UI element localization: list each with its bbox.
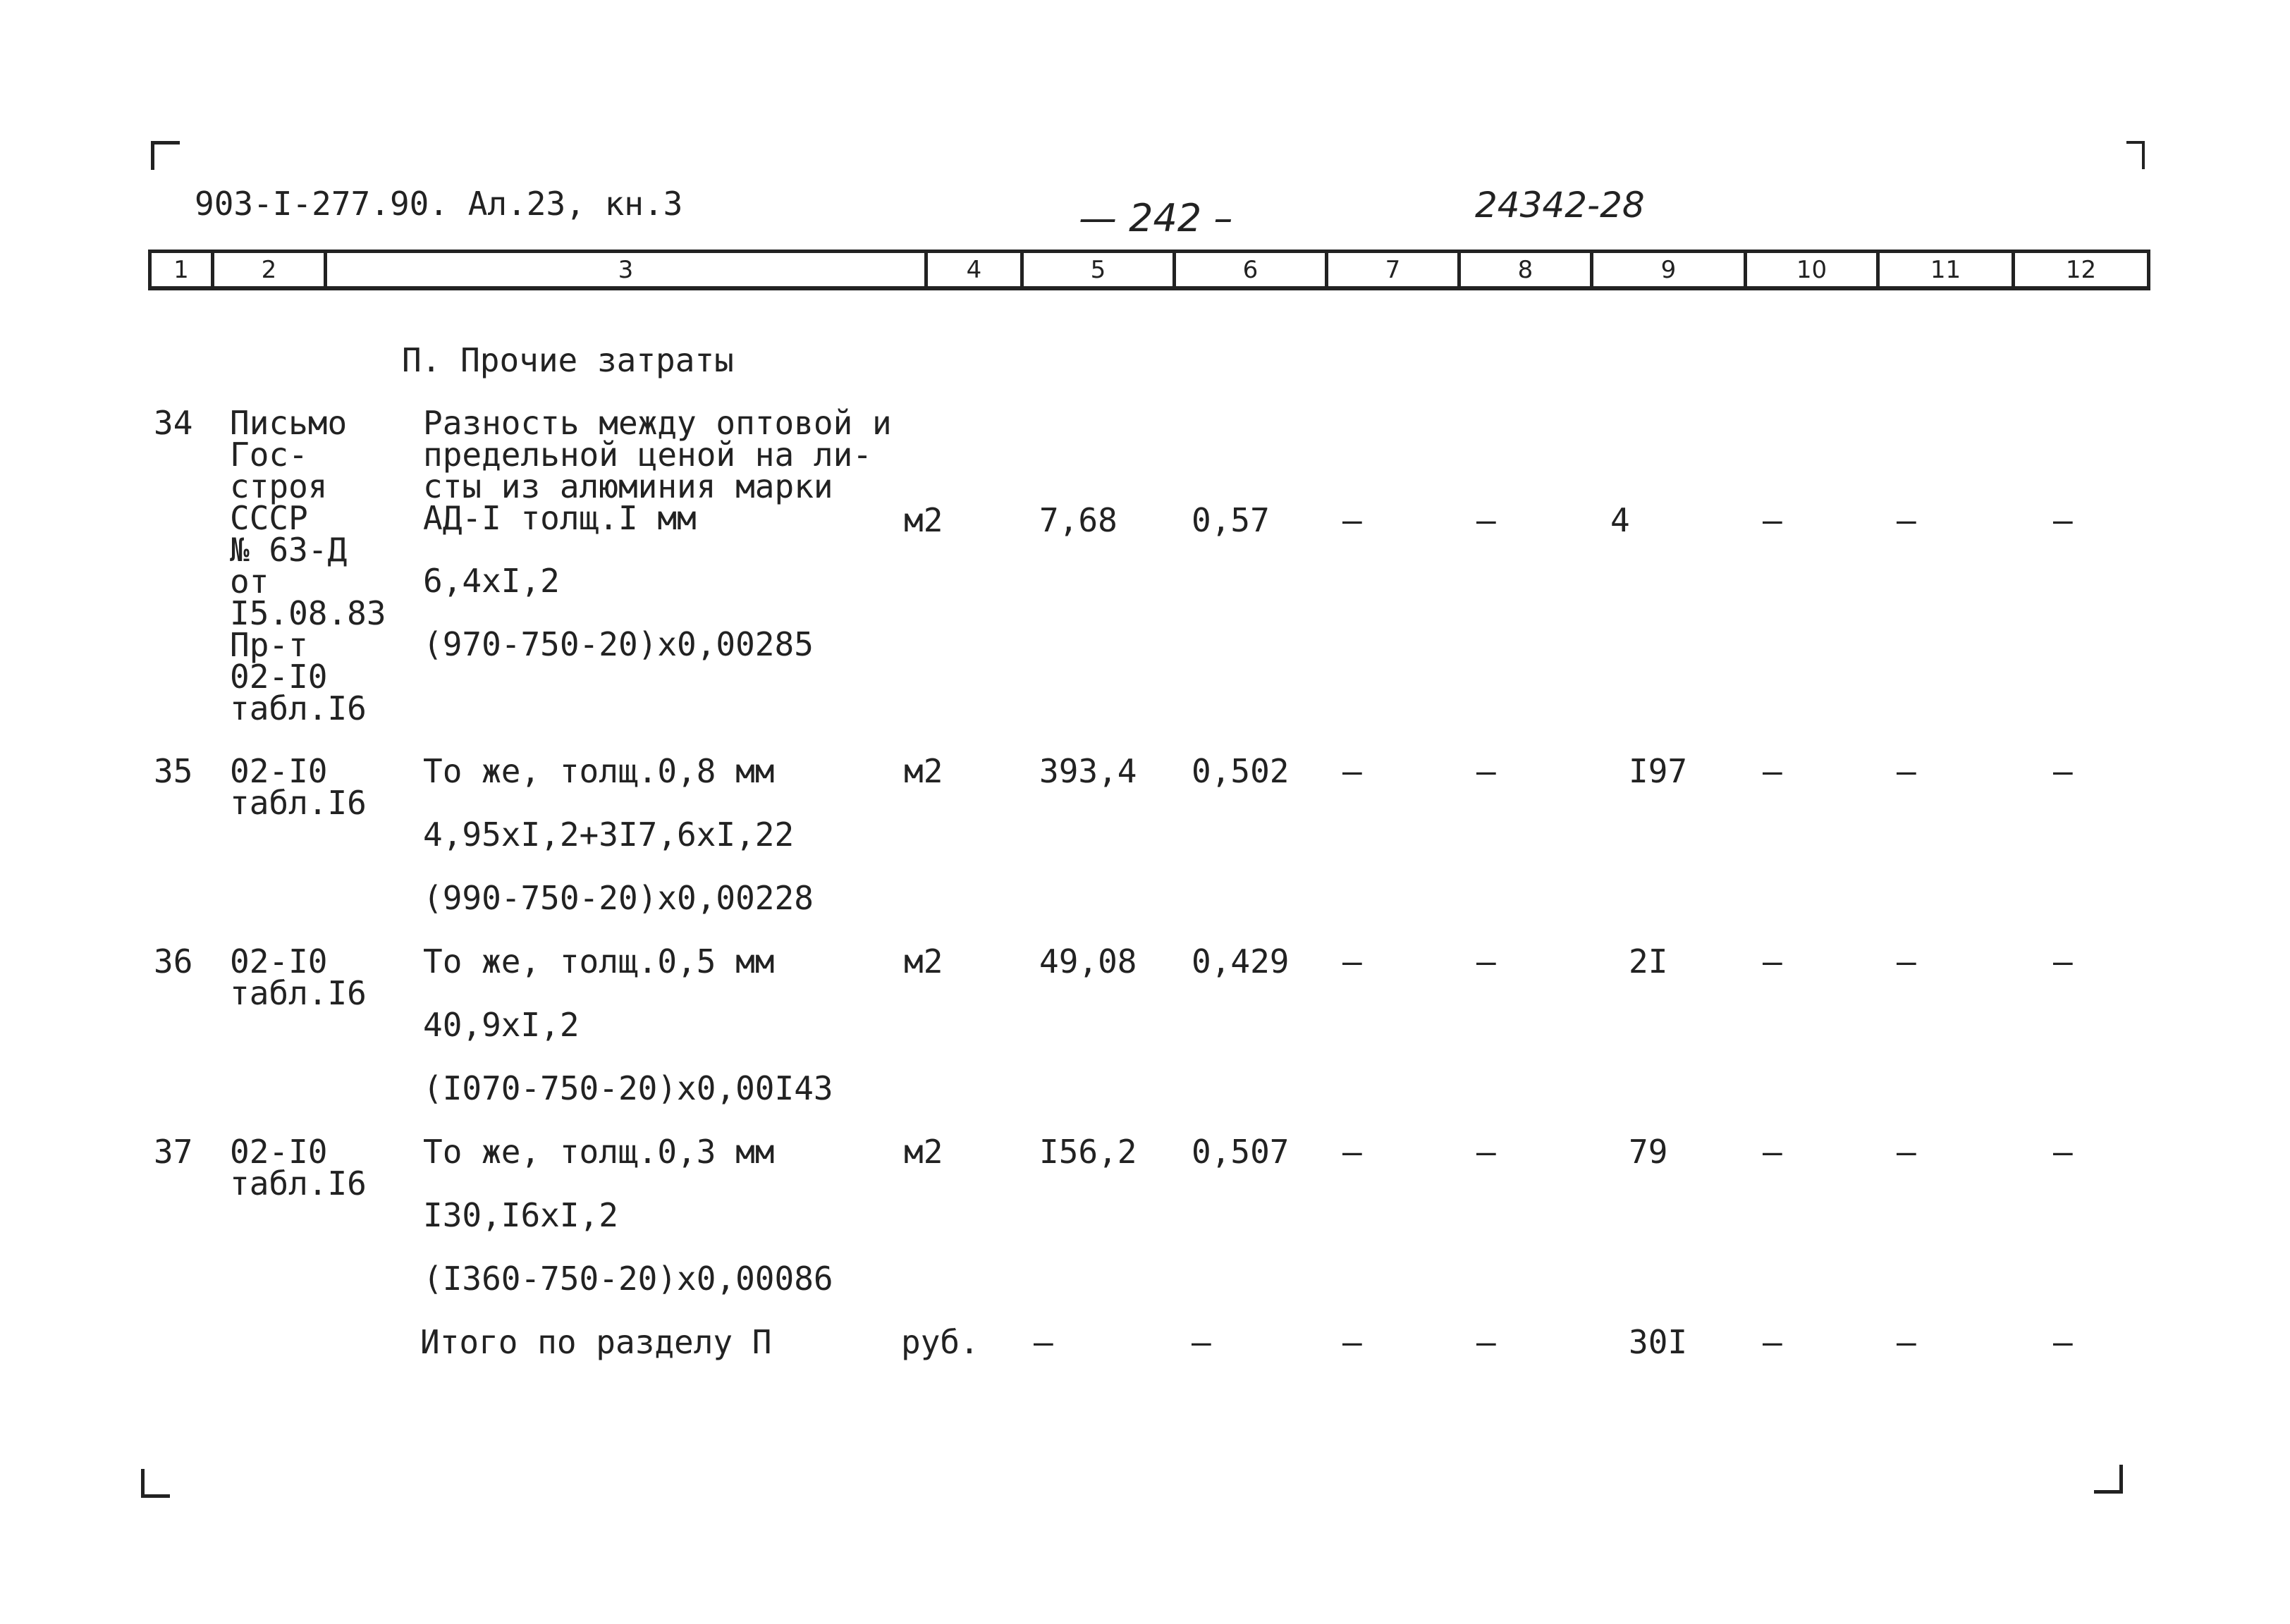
section-title: П. Прочие затраты bbox=[402, 341, 734, 379]
row-col8: – bbox=[1476, 752, 1496, 790]
row-col7: – bbox=[1342, 752, 1362, 790]
document-code: 903-I-277.90. Ал.23, кн.3 bbox=[195, 185, 683, 223]
total-col11: – bbox=[1897, 1323, 1916, 1361]
corner-mark-top-left bbox=[151, 141, 180, 170]
row-calc-price: (990-750-20)х0,00228 bbox=[423, 879, 814, 917]
total-col12: – bbox=[2053, 1323, 2073, 1361]
row-col8: – bbox=[1476, 501, 1496, 539]
column-header: 5 bbox=[1020, 253, 1172, 286]
total-label: Итого по разделу П bbox=[420, 1323, 772, 1361]
row-quantity: I56,2 bbox=[1039, 1133, 1137, 1171]
row-calc-quantity: 40,9хI,2 bbox=[423, 1006, 580, 1044]
column-header: 12 bbox=[2012, 253, 2147, 286]
row-unit: м2 bbox=[904, 942, 943, 980]
row-price: 0,429 bbox=[1192, 942, 1290, 980]
row-price: 0,502 bbox=[1192, 752, 1290, 790]
row-col10: – bbox=[1763, 752, 1782, 790]
row-basis: 02-I0 табл.I6 bbox=[230, 752, 367, 822]
row-col9: 79 bbox=[1629, 1133, 1668, 1171]
row-col12: – bbox=[2053, 942, 2073, 980]
column-header: 3 bbox=[324, 253, 924, 286]
page-number: — 242 – bbox=[1079, 196, 1233, 240]
column-header-row bbox=[148, 250, 2150, 290]
row-col9: 2I bbox=[1629, 942, 1668, 980]
row-calc-price: (I070-750-20)х0,00I43 bbox=[423, 1069, 833, 1107]
row-number: 34 bbox=[154, 404, 193, 442]
row-col11: – bbox=[1897, 501, 1916, 539]
row-basis: Письмо Гос- строя СССР № 63-Д от I5.08.83 Пр-т 02-I0 табл.I6 bbox=[230, 404, 386, 727]
corner-mark-top-right bbox=[2126, 141, 2145, 169]
row-unit: м2 bbox=[904, 501, 943, 539]
row-col11: – bbox=[1897, 1133, 1916, 1171]
row-col8: – bbox=[1476, 1133, 1496, 1171]
row-col7: – bbox=[1342, 501, 1362, 539]
row-description: То же, толщ.0,3 мм bbox=[423, 1133, 775, 1171]
row-quantity: 7,68 bbox=[1039, 501, 1118, 539]
row-col8: – bbox=[1476, 942, 1496, 980]
total-unit: руб. bbox=[901, 1323, 979, 1361]
column-header: 11 bbox=[1876, 253, 2012, 286]
corner-mark-bottom-right bbox=[2094, 1465, 2123, 1494]
row-description: То же, толщ.0,8 мм bbox=[423, 752, 775, 790]
column-header: 4 bbox=[924, 253, 1020, 286]
column-header: 2 bbox=[211, 253, 324, 286]
row-col10: – bbox=[1763, 1133, 1782, 1171]
row-quantity: 393,4 bbox=[1039, 752, 1137, 790]
row-description: То же, толщ.0,5 мм bbox=[423, 942, 775, 980]
row-price: 0,57 bbox=[1192, 501, 1270, 539]
row-basis: 02-I0 табл.I6 bbox=[230, 1133, 367, 1202]
total-quantity: – bbox=[1034, 1323, 1053, 1361]
row-calc-quantity: I30,I6хI,2 bbox=[423, 1196, 618, 1234]
total-col10: – bbox=[1763, 1323, 1782, 1361]
row-col11: – bbox=[1897, 942, 1916, 980]
column-header: 1 bbox=[173, 255, 189, 284]
row-unit: м2 bbox=[904, 1133, 943, 1171]
row-number: 36 bbox=[154, 942, 193, 980]
row-quantity: 49,08 bbox=[1039, 942, 1137, 980]
row-col7: – bbox=[1342, 942, 1362, 980]
column-header: 9 bbox=[1590, 253, 1744, 286]
column-header: 7 bbox=[1325, 253, 1457, 286]
row-col9: I97 bbox=[1629, 752, 1688, 790]
row-unit: м2 bbox=[904, 752, 943, 790]
row-calc-price: (970-750-20)х0,00285 bbox=[423, 625, 814, 663]
row-number: 35 bbox=[154, 752, 193, 790]
column-header: 8 bbox=[1457, 253, 1590, 286]
row-col7: – bbox=[1342, 1133, 1362, 1171]
total-col7: – bbox=[1342, 1323, 1362, 1361]
total-col9: 30I bbox=[1629, 1323, 1688, 1361]
row-col10: – bbox=[1763, 501, 1782, 539]
row-calc-price: (I360-750-20)х0,00086 bbox=[423, 1260, 833, 1298]
row-col11: – bbox=[1897, 752, 1916, 790]
total-price: – bbox=[1192, 1323, 1211, 1361]
column-header: 10 bbox=[1744, 253, 1876, 286]
row-col12: – bbox=[2053, 501, 2073, 539]
total-col8: – bbox=[1476, 1323, 1496, 1361]
column-header: 6 bbox=[1172, 253, 1325, 286]
row-calc-quantity: 4,95хI,2+3I7,6хI,22 bbox=[423, 816, 795, 854]
row-basis: 02-I0 табл.I6 bbox=[230, 942, 367, 1012]
inventory-number: 24342-28 bbox=[1475, 185, 1645, 226]
row-number: 37 bbox=[154, 1133, 193, 1171]
corner-mark-bottom-left bbox=[141, 1469, 170, 1498]
row-col12: – bbox=[2053, 1133, 2073, 1171]
row-col10: – bbox=[1763, 942, 1782, 980]
row-calc-quantity: 6,4хI,2 bbox=[423, 562, 560, 600]
row-col12: – bbox=[2053, 752, 2073, 790]
row-description: Разность между оптовой и предельной ценой на ли- сты из алюминия марки АД-I толщ.I мм bbox=[423, 404, 892, 537]
row-col9: 4 bbox=[1610, 501, 1630, 539]
row-price: 0,507 bbox=[1192, 1133, 1290, 1171]
